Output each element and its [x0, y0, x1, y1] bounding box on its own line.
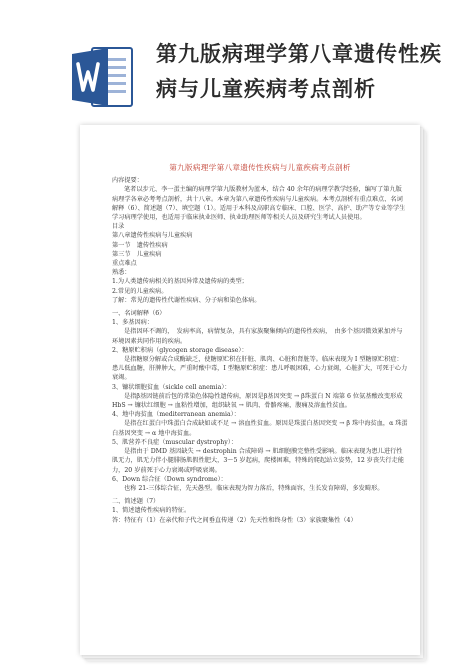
document-body: [112, 163, 408, 525]
document-paragraph: 答：特征有（1）在亲代和子代之间垂直传递（2）先天性和终身性（3）家族聚集性（4）: [112, 516, 357, 524]
document-paragraph: 笔者以步元、李一蛋主编的病理学第九版教材为蓝本，结合 40 余年的病理学教学经验，编写了第九版病理学各章必考考点剖析，共十八章。本章为第八章遗传性疾病与儿童疾病。本考点剖析有重点难点、名词解释（6）、简述题（7）、填空题（1）。适用于本科及高职高专临床、口腔、医学、高护、助产等专业等学生学习病理学使用，也适用于临床执业医师、执业助理医师等相关人员及研究生考试人员使用。: [112, 186, 406, 222]
document-title: 第九版病理学第八章遗传性疾病与儿童疾病考点剖析: [169, 163, 351, 172]
document-paragraph: 了解：常见的遗传性代谢性疾病、分子病和染色体病。: [112, 296, 261, 304]
document-paragraph: 二、简述题（7）: [112, 498, 160, 506]
document-paragraph: 是指糖原分解或合成酶缺乏，使糖原贮积在肝脏、肌肉、心脏和肾脏等。临床表现为 I 型糖原贮积症：患儿低血糖，肝脾肿大，严重时酸中毒，I 型糖原贮积症：患儿呼吸困难，心力衰竭，心脏扩大，可死于心力衰竭。: [112, 356, 408, 382]
document-paragraph: 4、地中海贫血（mediterranean anemia）：: [112, 411, 240, 419]
document-paragraph: 2.常见的儿童疾病。: [112, 287, 168, 295]
document-paragraph: 是指β基因链前后包的常染色体隐性遗传病，原因是β基因突变 → β珠蛋白 N 端第 6 位氨基酸改变形成 HbS → 镰状红细胞 → 血粘性增加，组织缺氧 → 肌肉、骨骼疼痛，腹痛及溶血性贫血。: [112, 392, 403, 410]
document-paragraph: 1、多基因病：: [112, 319, 154, 327]
document-paragraph: 第三节 儿童疾病: [112, 250, 162, 258]
document-paragraph: 2、糖原贮积病（glycogen storage disease）：: [112, 346, 248, 354]
page-title-line-2: 病与儿童疾病考点剖析: [156, 77, 376, 101]
page-title-line-1: 第九版病理学第八章遗传性疾: [156, 42, 442, 66]
document-paragraph: 第八章遗传性疾病与儿童疾病: [112, 232, 193, 240]
word-document-icon: [70, 44, 134, 110]
document-paragraph: 熟悉：: [112, 269, 131, 277]
document-lines: [112, 176, 408, 525]
document-preview: [80, 125, 426, 660]
document-paragraph: 是指在红蛋白中珠蛋白合成缺如或不足 → 溶血性贫血。原因是珠蛋白基因突变 → β 珠中海贫血，α 珠蛋白基因突变 → α 地中海贫血。: [112, 420, 408, 437]
document-page: [80, 125, 420, 655]
document-paragraph: 第一节 遗传性疾病: [112, 241, 168, 249]
document-paragraph: 是指由于 DMD 基因缺失 → destrophin 合成障碍 → 肌细胞膜完整性受影响。临床表现为患儿进行性肌无力，肌无力伴小腿腓肠肌假性肥大，3～5 岁起病，爬楼困难，特殊的爬起站立姿势，12 岁丧失行走能力，20 岁前死于心力衰竭或呼吸衰竭。: [112, 448, 404, 474]
document-paragraph: 5、肌营养不良症（muscular dystrophy）：: [112, 438, 238, 446]
document-paragraph: 是指因环不调的， 发病率高，病情复杂，具有家族聚集倾向的遗传性疾病， 由多个基因微效累加并与环境因素共同作用的疾病。: [112, 328, 403, 345]
document-paragraph: 3、镰状细胞贫血（sickle cell anemia）：: [112, 383, 231, 391]
document-paragraph: 1、简述遗传性疾病的特征。: [112, 507, 191, 515]
document-paragraph: 目录: [112, 223, 125, 231]
header: [0, 0, 474, 128]
document-paragraph: 一、名词解释（6）: [112, 310, 166, 318]
document-paragraph: 重点难点: [112, 260, 137, 268]
document-paragraph: 6、Down 综合征（Down syndrome）：: [112, 475, 227, 483]
document-paragraph: 1.为人类遗传病相关的基因异常及遗传病的类型；: [112, 278, 248, 286]
document-paragraph: 也称 21-三体综合征，先天愚型。临床表现为智力落后，特殊面容，生长发育障碍，多发畸形。: [124, 484, 384, 492]
document-paragraph: 内容提要：: [112, 177, 143, 185]
